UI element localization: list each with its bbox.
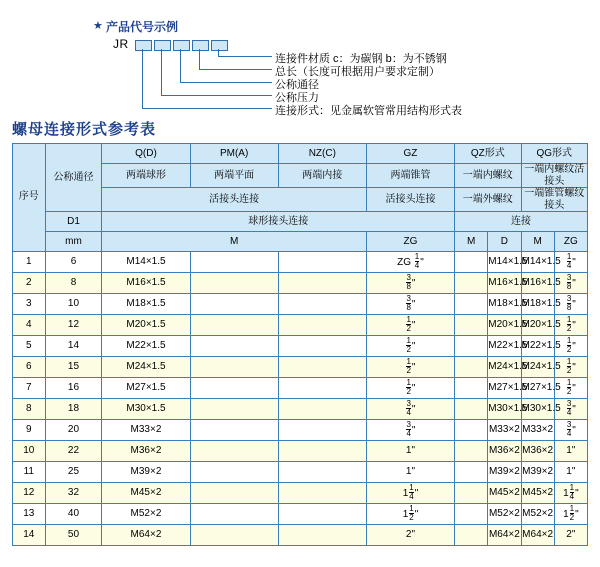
- cell-nzc: [278, 420, 366, 441]
- cell-qz-m: [455, 525, 488, 546]
- cell-qd: M64×2: [102, 525, 190, 546]
- cell-qg-zg: $\frac{1}{2}$ ": [554, 378, 587, 399]
- cell-qg-m: M64×2: [521, 525, 554, 546]
- cell-qz-m: [455, 273, 488, 294]
- leader-v-3: [180, 49, 181, 82]
- cell-pma: [190, 336, 278, 357]
- leader-v-1: [142, 49, 143, 108]
- cell-index: 2: [13, 273, 46, 294]
- cell-qg-m: M45×2: [521, 483, 554, 504]
- header-dn-label: 公称通径: [53, 171, 94, 183]
- cell-qg-m: M36×2: [521, 441, 554, 462]
- cell-nzc: [278, 252, 366, 273]
- table-row: [13, 357, 588, 378]
- table-row: [13, 294, 588, 315]
- cell-qz-d: M36×2: [488, 441, 521, 462]
- table-row: [13, 420, 588, 441]
- cell-pma: [190, 525, 278, 546]
- header-desc-nzc: 两端内接: [278, 164, 366, 188]
- cell-gz: 1": [366, 462, 454, 483]
- cell-qz-d: M16×1.5: [488, 273, 521, 294]
- header-desc2-qz: 一端外螺纹: [455, 188, 521, 212]
- table-row: [13, 441, 588, 462]
- cell-qz-d: M45×2: [488, 483, 521, 504]
- cell-index: 1: [13, 252, 46, 273]
- cell-qg-zg: $\frac{3}{8}$ ": [554, 273, 587, 294]
- table-row: [13, 462, 588, 483]
- cell-nzc: [278, 441, 366, 462]
- cell-gz: 1": [366, 441, 454, 462]
- cell-qz-d: M39×2: [488, 462, 521, 483]
- cell-nzc: [278, 462, 366, 483]
- legend-nominal-dn: 公称通径: [275, 79, 319, 91]
- legend-connection: 连接形式：见金属软管常用结构形式表: [275, 105, 462, 117]
- cell-qg-zg: $\frac{3}{4}$ ": [554, 420, 587, 441]
- cell-nzc: [278, 315, 366, 336]
- leader-h-5: [218, 56, 272, 57]
- star-icon: ★: [93, 20, 103, 32]
- cell-index: 9: [13, 420, 46, 441]
- code-box-3: [173, 40, 190, 51]
- cell-gz: $\frac{1}{2}$ ": [366, 357, 454, 378]
- leader-v-4: [199, 49, 200, 69]
- leader-v-2: [161, 49, 162, 95]
- cell-qg-zg: 2": [554, 525, 587, 546]
- cell-index: 14: [13, 525, 46, 546]
- header-thread-qz-m: M: [455, 232, 488, 252]
- cell-qd: M30×1.5: [102, 399, 190, 420]
- header-thread-qg-zg: ZG: [554, 232, 587, 252]
- cell-qz-d: M20×1.5: [488, 315, 521, 336]
- cell-gz: $\frac{1}{2}$ ": [366, 336, 454, 357]
- cell-pma: [190, 252, 278, 273]
- header-group-qg: QG形式: [521, 144, 588, 164]
- cell-dn: 12: [45, 315, 102, 336]
- cell-nzc: [278, 378, 366, 399]
- cell-dn: 32: [45, 483, 102, 504]
- table-row: [13, 504, 588, 525]
- code-box-4: [192, 40, 209, 51]
- header-thread-qz-d: D: [488, 232, 521, 252]
- cell-index: 4: [13, 315, 46, 336]
- cell-qg-m: M20×1.5: [521, 315, 554, 336]
- cell-qg-m: M24×1.5: [521, 357, 554, 378]
- page-title: 螺母连接形式参考表: [12, 121, 157, 138]
- cell-nzc: [278, 357, 366, 378]
- cell-qz-m: [455, 399, 488, 420]
- header-thread-zg: ZG: [366, 232, 454, 252]
- cell-dn: 16: [45, 378, 102, 399]
- cell-dn: 15: [45, 357, 102, 378]
- cell-dn: 25: [45, 462, 102, 483]
- cell-qz-d: M18×1.5: [488, 294, 521, 315]
- cell-gz: $\frac{3}{8}$ ": [366, 273, 454, 294]
- cell-qz-m: [455, 357, 488, 378]
- cell-gz: 1 $\frac{1}{2}$ ": [366, 504, 454, 525]
- cell-qz-d: M64×2: [488, 525, 521, 546]
- code-box-5: [211, 40, 228, 51]
- header-desc-qz: 一端内螺纹: [455, 164, 521, 188]
- cell-gz: ZG $\frac{1}{4}$ ": [366, 252, 454, 273]
- cell-pma: [190, 399, 278, 420]
- cell-qz-d: M33×2: [488, 420, 521, 441]
- header-desc2-qg: 一端锥管螺纹接头: [521, 188, 588, 212]
- cell-index: 11: [13, 462, 46, 483]
- legend-length: 总长（长度可根据用户要求定制）: [275, 66, 440, 78]
- header-group-qd: Q(D): [102, 144, 190, 164]
- cell-index: 7: [13, 378, 46, 399]
- leader-h-1: [142, 108, 272, 109]
- cell-qd: M22×1.5: [102, 336, 190, 357]
- cell-qg-zg: 1 $\frac{1}{2}$ ": [554, 504, 587, 525]
- cell-qz-d: M22×1.5: [488, 336, 521, 357]
- table-row: [13, 525, 588, 546]
- cell-gz: $\frac{1}{2}$ ": [366, 378, 454, 399]
- header-thread-m: M: [102, 232, 367, 252]
- diagram-title: 产品代号示例: [106, 20, 179, 34]
- cell-qg-zg: 1": [554, 462, 587, 483]
- table-header: [13, 144, 588, 252]
- header-desc2-union: 活接头连接: [102, 188, 367, 212]
- table-row: [13, 483, 588, 504]
- cell-qd: M39×2: [102, 462, 190, 483]
- cell-qg-zg: $\frac{3}{8}$ ": [554, 294, 587, 315]
- cell-qd: M27×1.5: [102, 378, 190, 399]
- cell-dn: 22: [45, 441, 102, 462]
- cell-qd: M18×1.5: [102, 294, 190, 315]
- cell-pma: [190, 378, 278, 399]
- header-desc-gz: 两端锥管: [366, 164, 454, 188]
- table-body: [13, 252, 588, 546]
- header-ball-joint: 球形接头连接: [102, 212, 455, 232]
- table-row: [13, 336, 588, 357]
- header-group-pma: PM(A): [190, 144, 278, 164]
- header-row-groups: [13, 144, 588, 164]
- cell-pma: [190, 273, 278, 294]
- cell-gz: 1 $\frac{1}{4}$ ": [366, 483, 454, 504]
- cell-qg-m: M22×1.5: [521, 336, 554, 357]
- cell-qg-zg: 1": [554, 441, 587, 462]
- cell-index: 8: [13, 399, 46, 420]
- cell-qz-d: M30×1.5: [488, 399, 521, 420]
- cell-qd: M33×2: [102, 420, 190, 441]
- cell-qd: M24×1.5: [102, 357, 190, 378]
- header-unit-mm: mm: [45, 232, 102, 252]
- cell-qz-m: [455, 252, 488, 273]
- cell-nzc: [278, 399, 366, 420]
- cell-pma: [190, 462, 278, 483]
- code-box-2: [154, 40, 171, 51]
- table-row: [13, 273, 588, 294]
- cell-dn: 14: [45, 336, 102, 357]
- product-prefix: JR: [113, 37, 129, 51]
- cell-qg-zg: 1 $\frac{1}{4}$ ": [554, 483, 587, 504]
- cell-qg-m: M16×1.5: [521, 273, 554, 294]
- cell-qz-m: [455, 420, 488, 441]
- cell-dn: 18: [45, 399, 102, 420]
- cell-qg-zg: $\frac{3}{4}$ ": [554, 399, 587, 420]
- header-thread-qg-m: M: [521, 232, 554, 252]
- table-row: [13, 399, 588, 420]
- cell-pma: [190, 420, 278, 441]
- cell-qg-m: M39×2: [521, 462, 554, 483]
- leader-v-5: [218, 49, 219, 56]
- cell-dn: 10: [45, 294, 102, 315]
- header-desc-qd: 两端球形: [102, 164, 190, 188]
- header-row-units: [13, 232, 588, 252]
- cell-pma: [190, 441, 278, 462]
- header-group-gz: GZ: [366, 144, 454, 164]
- cell-qz-m: [455, 441, 488, 462]
- cell-index: 5: [13, 336, 46, 357]
- cell-qz-m: [455, 336, 488, 357]
- cell-pma: [190, 315, 278, 336]
- legend-nominal-pn: 公称压力: [275, 92, 319, 104]
- cell-qd: M14×1.5: [102, 252, 190, 273]
- header-group-nzc: NZ(C): [278, 144, 366, 164]
- cell-gz: $\frac{3}{8}$ ": [366, 294, 454, 315]
- cell-qz-m: [455, 315, 488, 336]
- header-d1-label: D1: [45, 212, 102, 232]
- header-group-qz: QZ形式: [455, 144, 521, 164]
- table-row: [13, 315, 588, 336]
- cell-index: 13: [13, 504, 46, 525]
- cell-dn: 40: [45, 504, 102, 525]
- cell-pma: [190, 357, 278, 378]
- cell-qg-zg: $\frac{1}{4}$ ": [554, 252, 587, 273]
- cell-nzc: [278, 483, 366, 504]
- cell-nzc: [278, 294, 366, 315]
- cell-qg-m: M18×1.5: [521, 294, 554, 315]
- header-index-label: 序号: [18, 191, 39, 203]
- cell-index: 10: [13, 441, 46, 462]
- table-row: [13, 252, 588, 273]
- cell-qd: M36×2: [102, 441, 190, 462]
- header-index: [13, 144, 46, 252]
- cell-qz-d: M14×1.5: [488, 252, 521, 273]
- cell-gz: $\frac{1}{2}$ ": [366, 315, 454, 336]
- cell-dn: 6: [45, 252, 102, 273]
- header-desc-pma: 两端平面: [190, 164, 278, 188]
- cell-index: 12: [13, 483, 46, 504]
- cell-nzc: [278, 504, 366, 525]
- cell-index: 6: [13, 357, 46, 378]
- cell-gz: $\frac{3}{4}$ ": [366, 420, 454, 441]
- cell-qz-m: [455, 294, 488, 315]
- cell-pma: [190, 504, 278, 525]
- cell-qg-zg: $\frac{1}{2}$ ": [554, 357, 587, 378]
- cell-qg-m: M14×1.5: [521, 252, 554, 273]
- cell-gz: 2": [366, 525, 454, 546]
- cell-qz-d: M24×1.5: [488, 357, 521, 378]
- cell-qg-zg: $\frac{1}{2}$ ": [554, 336, 587, 357]
- leader-h-4: [199, 69, 272, 70]
- cell-qz-m: [455, 462, 488, 483]
- header-dn: [45, 144, 102, 212]
- cell-qd: M45×2: [102, 483, 190, 504]
- cell-qg-m: M33×2: [521, 420, 554, 441]
- table-row: [13, 378, 588, 399]
- cell-nzc: [278, 336, 366, 357]
- header-desc2-gz: 活接头连接: [366, 188, 454, 212]
- cell-qz-d: M52×2: [488, 504, 521, 525]
- leader-h-2: [161, 95, 272, 96]
- cell-gz: $\frac{3}{4}$ ": [366, 399, 454, 420]
- cell-qd: M20×1.5: [102, 315, 190, 336]
- cell-qz-m: [455, 378, 488, 399]
- cell-nzc: [278, 273, 366, 294]
- cell-qz-d: M27×1.5: [488, 378, 521, 399]
- header-connect: 连接: [455, 212, 588, 232]
- code-box-1: [135, 40, 152, 51]
- cell-qz-m: [455, 483, 488, 504]
- product-code-diagram: [0, 0, 600, 117]
- cell-dn: 50: [45, 525, 102, 546]
- leader-h-3: [180, 82, 272, 83]
- legend-material: 连接件材质 c：为碳钢 b：为不锈钢: [275, 53, 447, 65]
- header-row-d1: [13, 212, 588, 232]
- cell-qg-m: M30×1.5: [521, 399, 554, 420]
- nut-connection-table: [12, 143, 588, 546]
- cell-qg-zg: $\frac{1}{2}$ ": [554, 315, 587, 336]
- cell-pma: [190, 483, 278, 504]
- cell-qz-m: [455, 504, 488, 525]
- cell-qg-m: M52×2: [521, 504, 554, 525]
- cell-qd: M16×1.5: [102, 273, 190, 294]
- cell-dn: 20: [45, 420, 102, 441]
- cell-qd: M52×2: [102, 504, 190, 525]
- cell-nzc: [278, 525, 366, 546]
- cell-pma: [190, 294, 278, 315]
- cell-dn: 8: [45, 273, 102, 294]
- cell-qg-m: M27×1.5: [521, 378, 554, 399]
- cell-index: 3: [13, 294, 46, 315]
- header-desc-qg: 一端内螺纹活接头: [521, 164, 588, 188]
